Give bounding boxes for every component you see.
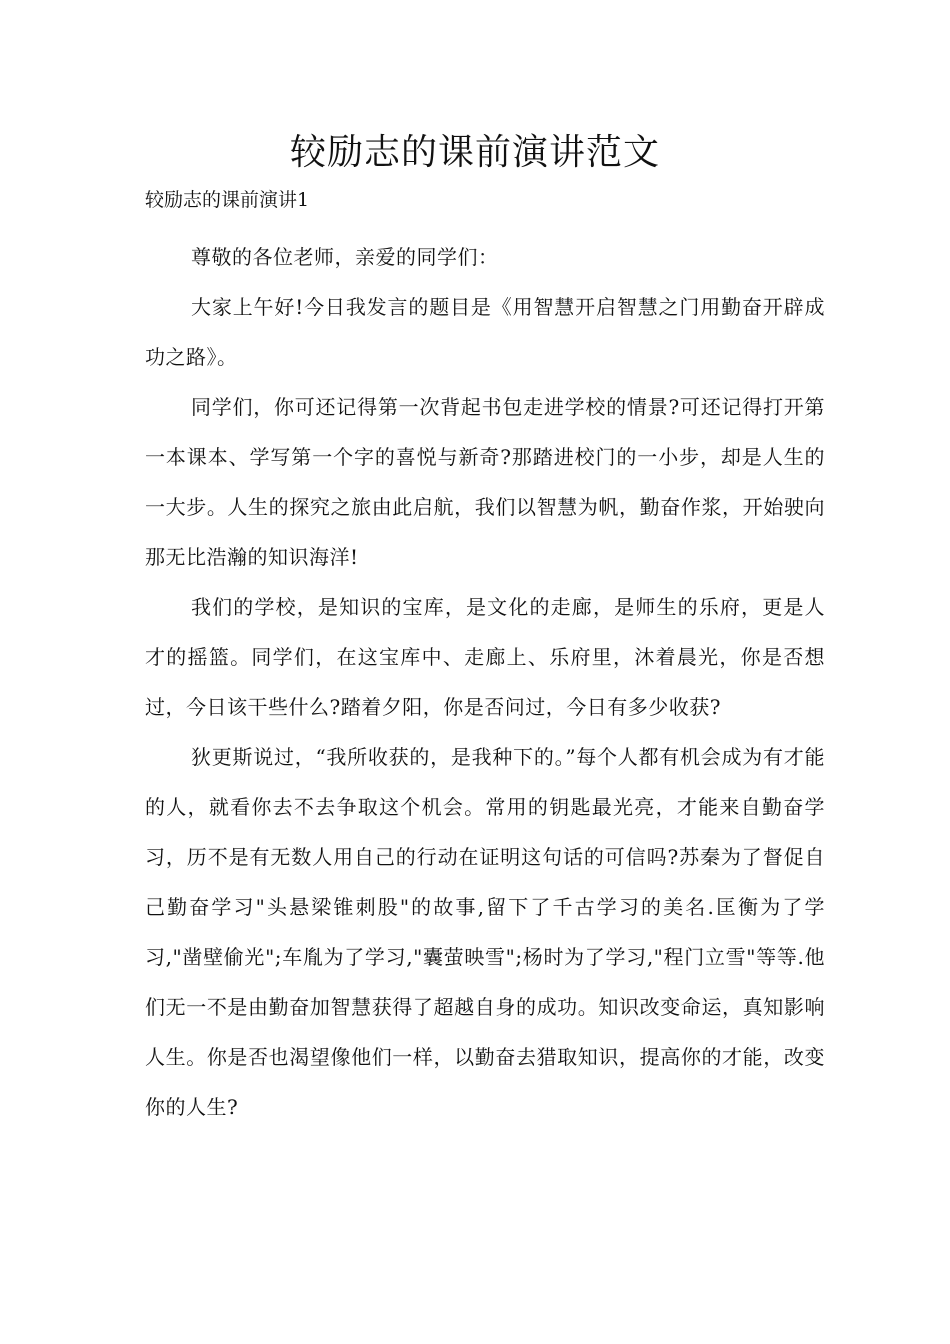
paragraph-school: 我们的学校，是知识的宝库，是文化的走廊，是师生的乐府，更是人才的摇篮。同学们，在这宝库中、走廊上、乐府里，沐着晨光，你是否想过，今日该干些什么?踏着夕阳，你是否问过，今日有多少收获? <box>145 595 825 719</box>
paragraph-memories: 同学们，你可还记得第一次背起书包走进学校的情景?可还记得打开第一本课本、学写第一个字的喜悦与新奇?那踏进校门的一小步，却是人生的一大步。人生的探究之旅由此启航，我们以智慧为帆，勤奋作浆，开始驶向那无比浩瀚的知识海洋! <box>145 395 825 569</box>
section-heading: 较励志的课前演讲1 <box>145 189 310 211</box>
paragraph-greeting: 尊敬的各位老师，亲爱的同学们： <box>191 245 499 269</box>
document-body <box>145 232 825 1132</box>
document-title: 较励志的课前演讲范文 <box>289 132 660 173</box>
paragraph-diligence: 狄更斯说过，“我所收获的，是我种下的。”每个人都有机会成为有才能的人，就看你去不去争取这个机会。常用的钥匙最光亮，才能来自勤奋学习，历不是有无数人用自己的行动在证明这句话的可信吗?苏秦为了督促自己勤奋学习"头悬梁锥刺股"的故事,留下了千古学习的美名.匡衡为了学习,"凿壁偷光";车胤为了学习,"囊萤映雪";杨时为了学习,"程门立雪"等等.他们无一不是由勤奋加智慧获得了超越自身的成功。知识改变命运，真知影响人生。你是否也渴望像他们一样，以勤奋去猎取知识，提高你的才能，改变你的人生? <box>145 745 825 1119</box>
paragraph-topic: 大家上午好!今日我发言的题目是《用智慧开启智慧之门用勤奋开辟成功之路》。 <box>145 295 825 369</box>
